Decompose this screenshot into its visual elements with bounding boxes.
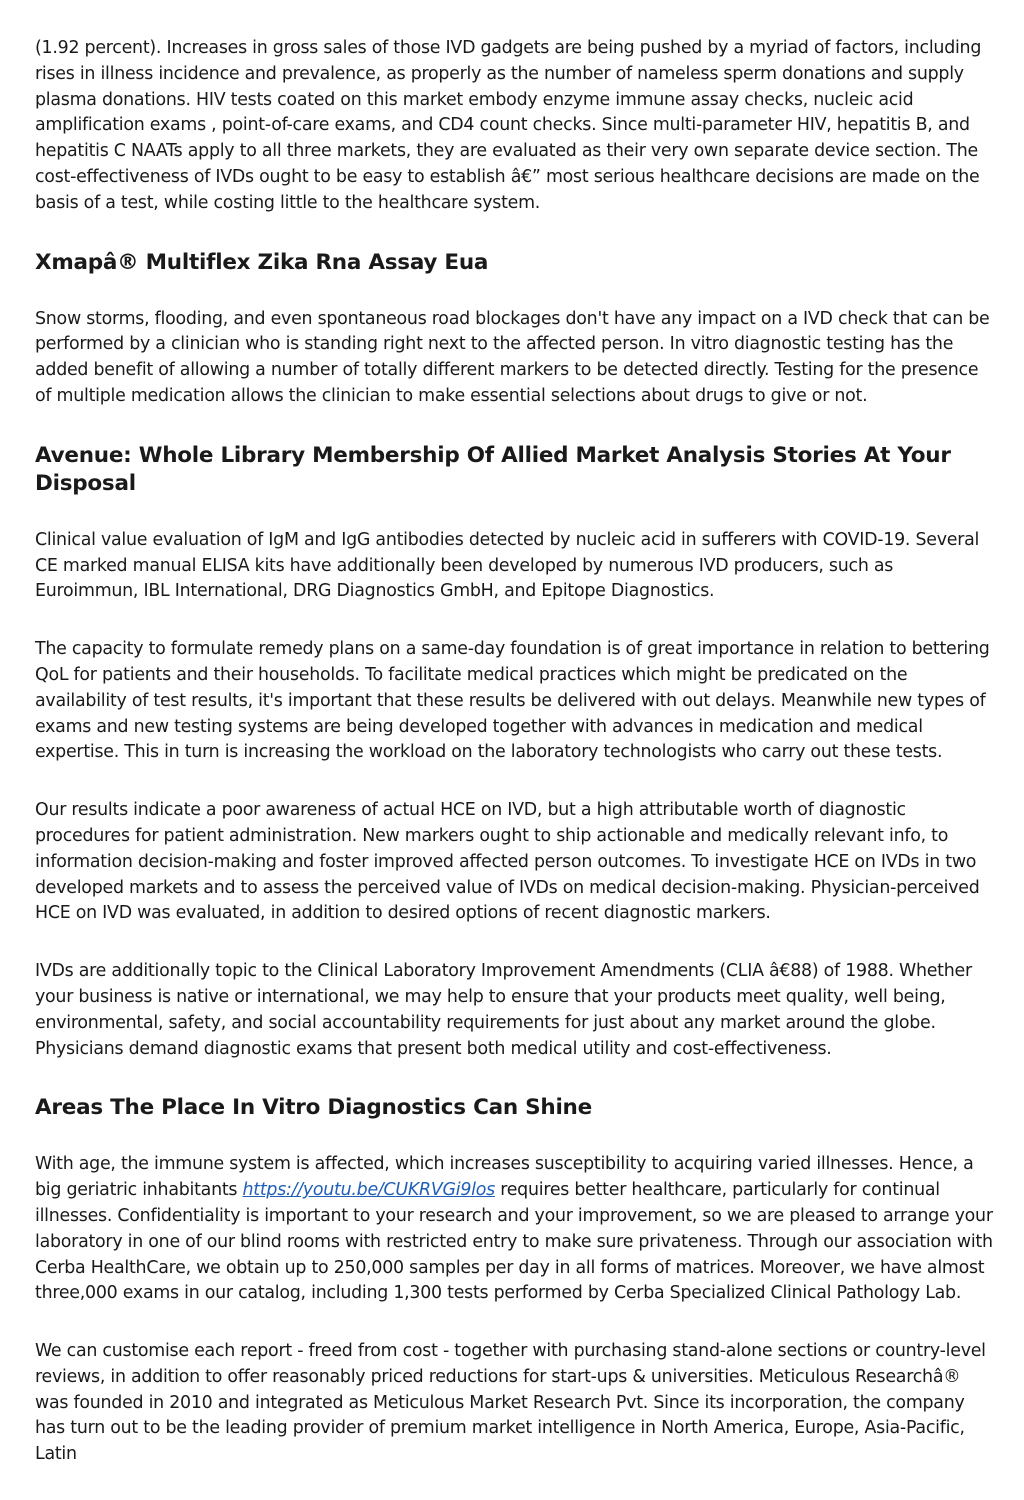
paragraph-6: IVDs are additionally topic to the Clinical Laboratory Improvement Amendments (CLIA â€88) of 1988. Whether your business is native or international, we may help to ensure that your products meet quality, well being, environmental, safety, and social accountability requirements for just about any market around the globe. Physicians demand diagnostic exams that present both medical utility and cost-effectiveness. xyxy=(35,961,972,1059)
youtube-link[interactable]: https://youtu.be/CUKRVGi9los xyxy=(242,1180,495,1201)
paragraph-7-text-after: requires better healthcare, particularly for continual illnesses. Confidentiality is important to your research and your improvement, so we are pleased to arrange your laboratory in one of our blind rooms with restricted entry to make sure privateness. Through our association with Cerba HealthCare, we obtain up to 250,000 samples per day in all forms of matrices. Moreover, we have almost three,000 exams in our catalog, including 1,300 tests performed by Cerba Specialized Clinical Pathology Lab. xyxy=(35,1180,993,1304)
paragraph-7 xyxy=(35,1152,993,1307)
paragraph-3: Clinical value evaluation of IgM and IgG antibodies detected by nucleic acid in sufferers with COVID-19. Several CE marked manual ELISA kits have additionally been developed by numerous IVD producers, such as Euroimmun, IBL International, DRG Diagnostics GmbH, and Epitope Diagnostics. xyxy=(35,529,980,602)
heading-areas-ivd-shine: Areas The Place In Vitro Diagnostics Can Shine xyxy=(35,1095,592,1121)
heading-xmap-zika-assay: Xmapâ® Multiflex Zika Rna Assay Eua xyxy=(35,249,489,275)
document-body xyxy=(35,36,993,1500)
paragraph-5: Our results indicate a poor awareness of actual HCE on IVD, but a high attributable worth of diagnostic procedures for patient administration. New markers ought to ship actionable and medically relevant info, to information decision-making and foster improved affected person outcomes. To investigate HCE on IVDs in two developed markets and to assess the perceived value of IVDs on medical decision-making. Physician-perceived HCE on IVD was evaluated, in addition to desired options of recent diagnostic markers. xyxy=(35,800,980,924)
paragraph-1: (1.92 percent). Increases in gross sales of those IVD gadgets are being pushed by a myriad of factors, including rises in illness incidence and prevalence, as properly as the number of nameless sperm donations and supply plasma donations. HIV tests coated on this market embody enzyme immune assay checks, nucleic acid amplification exams , point-of-care exams, and CD4 count checks. Since multi-parameter HIV, hepatitis B, and hepatitis C NAATs apply to all three markets, they are evaluated as their very own separate device section. The cost-effectiveness of IVDs ought to be easy to establish â€” most serious healthcare decisions are made on the basis of a test, while costing little to the healthcare system. xyxy=(35,38,982,213)
paragraph-7-text-before: With age, the immune system is affected, which increases susceptibility to acquiring varied illnesses. Hence, a big geriatric inhabitants xyxy=(35,1154,974,1201)
paragraph-2: Snow storms, flooding, and even spontaneous road blockages don't have any impact on a IVD check that can be performed by a clinician who is standing right next to the affected person. In vitro diagnostic testing has the added benefit of allowing a number of totally different markers to be detected directly. Testing for the presence of multiple medication allows the clinician to make essential selections about drugs to give or not. xyxy=(35,308,990,406)
heading-avenue-library: Avenue: Whole Library Membership Of Allied Market Analysis Stories At Your Disposal xyxy=(35,442,951,496)
paragraph-4: The capacity to formulate remedy plans on a same-day foundation is of great importance in relation to bettering QoL for patients and their households. To facilitate medical practices which might be predicated on the availability of test results, it's important that these results be delivered with out delays. Meanwhile new types of exams and new testing systems are being developed together with advances in medication and medical expertise. This in turn is increasing the workload on the laboratory technologists who carry out these tests. xyxy=(35,639,990,763)
paragraph-8: We can customise each report - freed from cost - together with purchasing stand-alone sections or country-level reviews, in addition to offer reasonably priced reductions for start-ups & universities. Meticulous Researchâ® was founded in 2010 and integrated as Meticulous Market Research Pvt. Since its incorporation, the company has turn out to be the leading provider of premium market intelligence in North America, Europe, Asia-Pacific, Latin xyxy=(35,1341,986,1465)
